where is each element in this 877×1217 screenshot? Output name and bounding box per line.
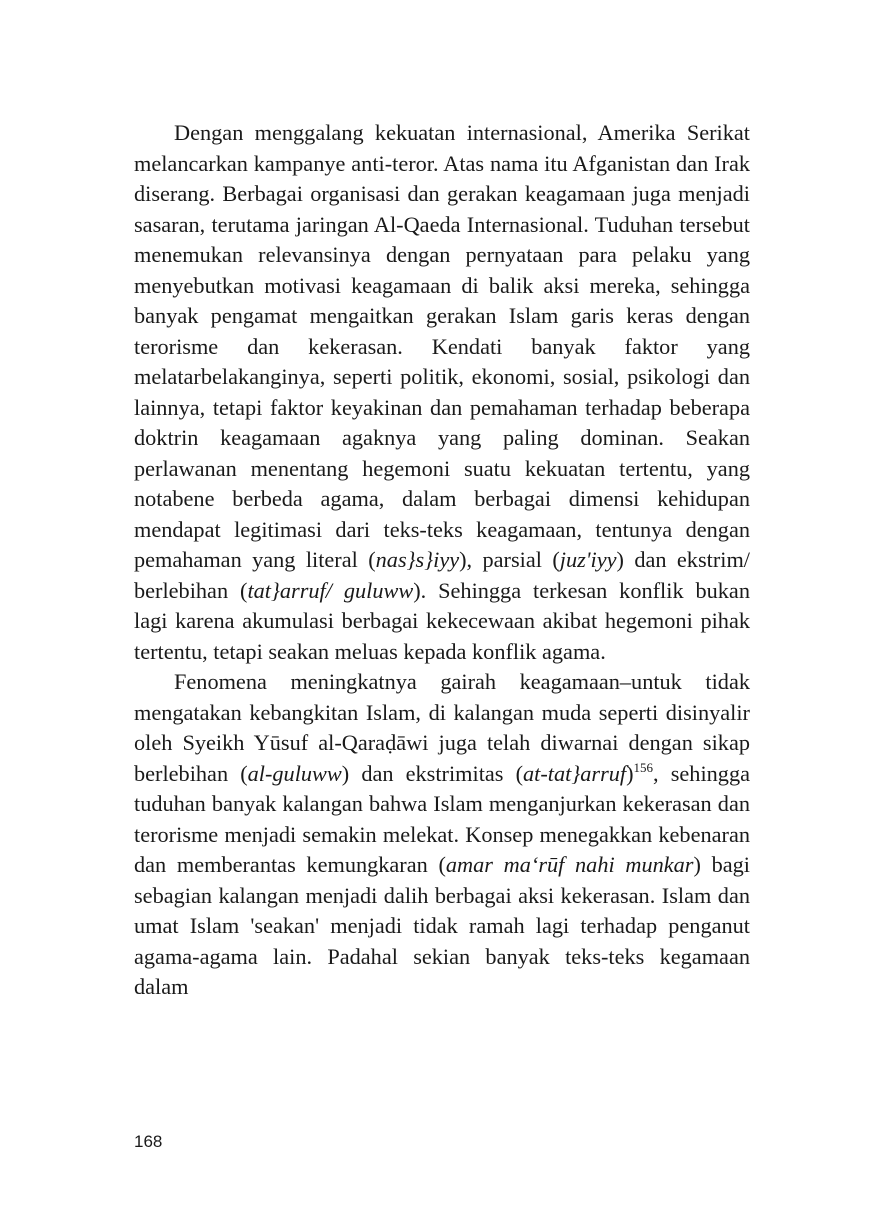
italic-term: at-tat}arruf	[523, 760, 627, 786]
page-number: 168	[134, 1132, 163, 1151]
text-segment: ) dan ekstrim/ berlebihan (	[134, 547, 750, 603]
italic-term: tat}arruf/ guluww	[247, 577, 414, 603]
text-segment: Dengan menggalang kekuatan internasional, Amerika Serikat melancarkan kampanye anti-teror. Atas nama itu Afganistan dan Irak diserang. Berbagai organisasi dan gerakan keagamaan juga menjadi sasaran, terutama jaringan Al-Qaeda Internasional. Tuduhan tersebut menemukan relevansinya dengan pernyataan para pelaku yang menyebutkan motivasi keagamaan di balik aksi mereka, sehingga banyak pengamat mengaitkan gerakan Islam garis keras dengan terorisme dan kekerasan. Kendati banyak faktor yang melatarbelakanginya, seperti politik, ekonomi, sosial, psikologi dan lainnya, tetapi faktor keyakinan dan pemahaman terhadap beberapa doktrin keagamaan agaknya yang paling dominan. Seakan perlawanan menentang hegemoni suatu kekuatan tertentu, yang notabene berbeda agama, dalam berbagai dimensi kehidupan mendapat legitimasi dari teks-teks keagamaan, tentunya dengan pemahaman yang literal (	[134, 120, 750, 572]
text-segment: , sehingga tuduhan banyak kalangan bahwa Islam menganjurkan kekerasan dan terorisme menjadi semakin melekat. Konsep menegakkan kebenaran dan memberantas kemungkaran (	[134, 760, 750, 877]
text-segment: Fenomena meningkatnya gairah keagamaan–untuk tidak mengatakan kebangkitan Islam, di kalangan muda seperti disinyalir oleh Syeikh Yūsuf al-Qaraḍāwi juga telah diwarnai dengan sikap berlebihan (	[134, 669, 750, 786]
text-segment: ) dan ekstrimitas (	[341, 760, 524, 786]
footnote-ref: 156	[633, 759, 654, 775]
italic-term: juz'iyy	[559, 547, 617, 572]
italic-term: amar ma‘rūf nahi munkar	[445, 852, 694, 877]
paragraph-2	[134, 667, 750, 1003]
text-segment: ) bagi sebagian kalangan menjadi dalih berbagai aksi kekerasan. Islam dan umat Islam 'seakan' menjadi tidak ramah lagi terhadap penganut agama-agama lain. Padahal sekian banyak teks-teks kegamaan dalam	[134, 852, 750, 999]
text-segment: ), parsial (	[459, 547, 560, 572]
paragraph-1	[134, 118, 750, 667]
italic-term: al-guluww	[247, 760, 342, 786]
text-segment: )	[626, 760, 634, 786]
text-segment: ). Sehingga terkesan konflik bukan lagi karena akumulasi berbagai kekecewaan akibat hegemoni pihak tertentu, tetapi seakan meluas kepada konflik agama.	[134, 577, 750, 664]
italic-term: nas}s}iyy	[375, 547, 460, 572]
body-text	[134, 118, 750, 1003]
